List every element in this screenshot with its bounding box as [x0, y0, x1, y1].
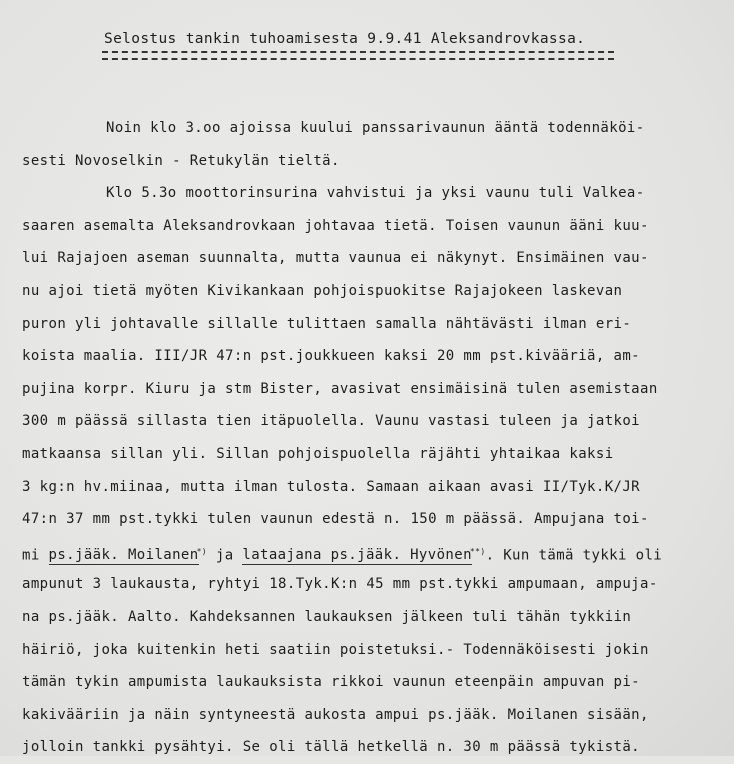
text-line: häiriö, joka kuitenkin heti saatiin poistetuksi.- Todennäköisesti jokin [22, 641, 649, 658]
text-line: saaren asemalta Aleksandrovkaan johtavaa tietä. Toisen vaunun ääni kuu- [22, 217, 649, 234]
document-title: Selostus tankin tuhoamisesta 9.9.41 Aleksandrovkassa. [104, 31, 586, 47]
text-line: kakivääriin ja näin syntyneestä aukosta ampui ps.jääk. Moilanen sisään, [22, 706, 649, 723]
text-line-with-names [22, 536, 702, 569]
text-line: Noin klo 3.oo ajoissa kuului panssarivaunun ääntä todennäköi- [106, 120, 645, 136]
text-line: na ps.jääk. Aalto. Kahdeksannen laukauksen jälkeen tuli tähän tykkiin [22, 608, 632, 625]
text-line: puron yli johtavalle sillalle tulittaen samalla nähtävästi ilman eri- [22, 315, 632, 332]
text-line: sesti Novoselkin - Retukylän tieltä. [22, 152, 340, 169]
line-suffix: . Kun tämä tykki oli [485, 547, 663, 564]
footnote-mark-1: *) [196, 546, 208, 556]
text-line: pujina korpr. Kiuru ja stm Bister, avasivat ensimäisinä tulen asemistaan [22, 380, 658, 397]
report-body [22, 112, 702, 764]
text-line: ampunut 3 laukausta, ryhtyi 18.Tyk.K:n 45 mm pst.tykki ampumaan, ampuja- [22, 576, 658, 593]
text-line: Klo 5.3o moottorinsurina vahvistui ja yksi vaunu tuli Valkea- [106, 185, 645, 202]
line-middle: ja [207, 547, 243, 564]
line-prefix: mi [22, 547, 49, 564]
footnote-mark-2: **) [469, 546, 486, 556]
text-line: lui Rajajoen aseman suunnalta, mutta vaunua ei näkynyt. Ensimäinen vau- [22, 250, 649, 267]
text-line: koista maalia. III/JR 47:n pst.joukkueen kaksi 20 mm pst.kivääriä, am- [22, 348, 641, 365]
underlined-name-moilanen: ps.jääk. Moilanen [48, 547, 199, 564]
text-line: jolloin tankki pysähtyi. Se oli tällä hetkellä n. 30 m päässä tykistä. [22, 739, 641, 756]
text-line: 47:n 37 mm pst.tykki tulen vaunun edestä n. 150 m päässä. Ampujana toi- [22, 511, 649, 528]
text-line: tämän tykin ampumista laukauksista rikkoi vaunun eteenpäin ampuvan pi- [22, 674, 641, 691]
title-double-underline [102, 51, 614, 60]
text-line: 300 m päässä sillasta tien itäpuolella. Vaunu vastasi tuleen ja jatkoi [22, 413, 641, 430]
underlined-name-hyvonen: lataajana ps.jääk. Hyvönen [242, 547, 472, 564]
text-line: nu ajoi tietä myöten Kivikankaan pohjoispuokitse Rajajokeen laskevan [22, 282, 623, 299]
text-line: 3 kg:n hv.miinaa, mutta ilman tulosta. Samaan aikaan avasi II/Tyk.K/JR [22, 478, 641, 495]
text-line: matkaansa sillan yli. Sillan pohjoispuolella räjähti yhtaikaa kaksi [22, 445, 614, 462]
